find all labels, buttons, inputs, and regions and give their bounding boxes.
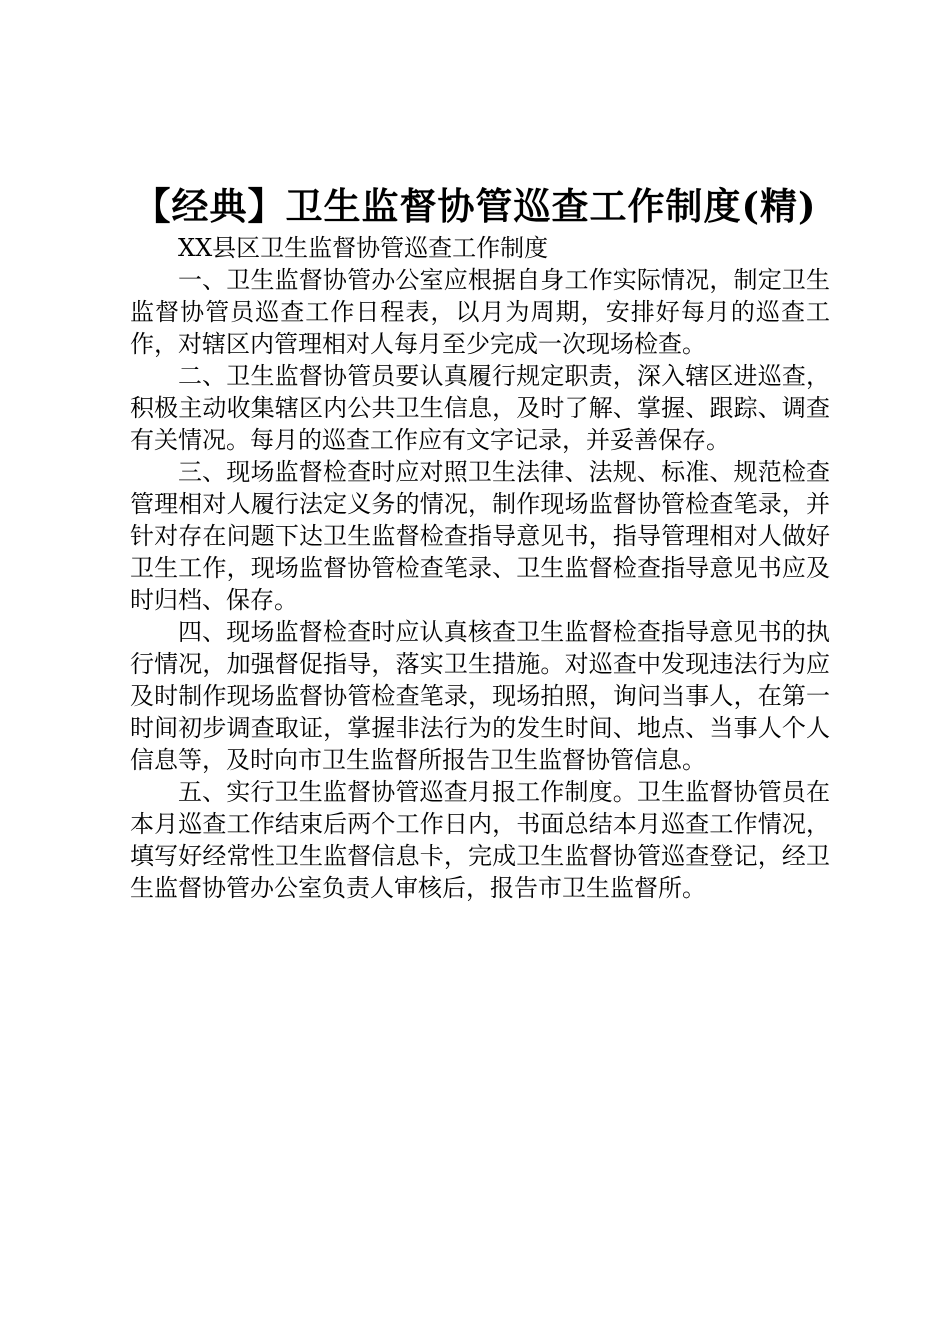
- paragraph-5: 五、实行卫生监督协管巡查月报工作制度。卫生监督协管员在本月巡查工作结束后两个工作日内，书面总结本月巡查工作情况，填写好经常性卫生监督信息卡，完成卫生监督协管巡查登记，经卫生监督协管办公室负责人审核后，报告市卫生监督所。: [130, 778, 830, 902]
- document-body: [130, 232, 830, 904]
- paragraph-3: 三、现场监督检查时应对照卫生法律、法规、标准、规范检查管理相对人履行法定义务的情况，制作现场监督协管检查笔录，并针对存在问题下达卫生监督检查指导意见书，指导管理相对人做好卫生工作，现场监督协管检查笔录、卫生监督检查指导意见书应及时归档、保存。: [130, 458, 830, 614]
- document-subtitle: XX县区卫生监督协管巡查工作制度: [178, 234, 549, 262]
- paragraph-2: 二、卫生监督协管员要认真履行规定职责，深入辖区进巡查，积极主动收集辖区内公共卫生信息，及时了解、掌握、跟踪、调查有关情况。每月的巡查工作应有文字记录，并妥善保存。: [130, 362, 830, 454]
- paragraph-1: 一、卫生监督协管办公室应根据自身工作实际情况，制定卫生监督协管员巡查工作日程表，以月为周期，安排好每月的巡查工作，对辖区内管理相对人每月至少完成一次现场检查。: [130, 266, 830, 358]
- document-title: 【经典】卫生监督协管巡查工作制度(精): [133, 184, 817, 228]
- paragraph-4: 四、现场监督检查时应认真核查卫生监督检查指导意见书的执行情况，加强督促指导，落实卫生措施。对巡查中发现违法行为应及时制作现场监督协管检查笔录，现场拍照，询问当事人，在第一时间初步调查取证，掌握非法行为的发生时间、地点、当事人个人信息等，及时向市卫生监督所报告卫生监督协管信息。: [130, 618, 830, 774]
